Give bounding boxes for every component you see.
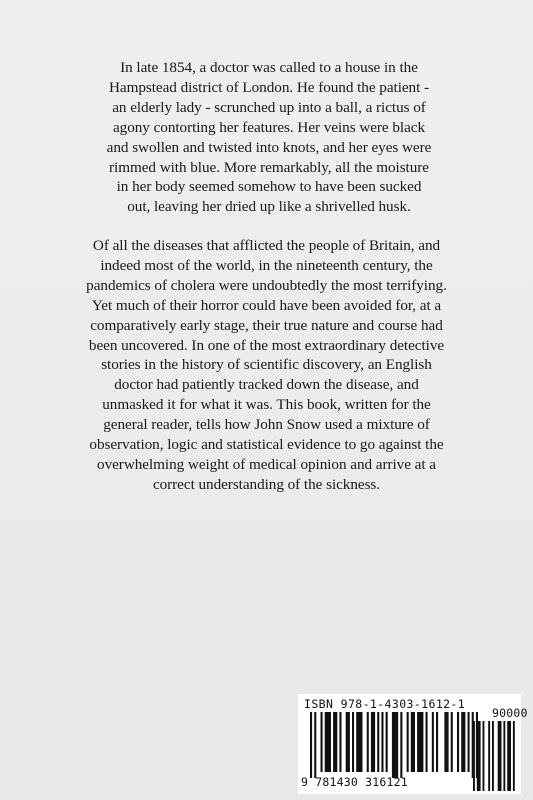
barcode-bar (451, 712, 453, 772)
barcode-bar (356, 712, 362, 772)
summary-line: observation, logic and statistical evidence to go against the (89, 436, 444, 454)
summary-line: Yet much of their horror could have been avoided for, at a (91, 296, 442, 314)
barcode-bar (371, 712, 375, 772)
excerpt-line: In late 1854, a doctor was called to a house in the (120, 59, 418, 76)
summary-line: stories in the history of scientific discovery, an English (101, 356, 432, 374)
price-code: 90000 (492, 706, 528, 720)
isbn-label: ISBN 978-1-4303-1612-1 (304, 697, 466, 711)
barcode-bar (333, 712, 337, 772)
barcode-bar (457, 712, 459, 772)
summary-line: correct understanding of the sickness. (152, 475, 381, 493)
barcode-bar (386, 712, 388, 772)
summary-paragraph (50, 236, 483, 495)
barcode-bar (411, 712, 415, 772)
barcode-digits: 9 781430 316121 (301, 775, 408, 789)
barcode-bar (426, 712, 428, 772)
excerpt-line: agony contorting her features. Her veins were black (112, 118, 426, 136)
excerpt-line: rimmed with blue. More remarkably, all the moisture (109, 158, 429, 176)
barcode-bar (392, 712, 398, 778)
summary-line: been uncovered. In one of the most extraordinary detective (88, 336, 445, 354)
summary-line: comparatively early stage, their true nature and course had (90, 316, 443, 334)
summary-line: general reader, tells how John Snow used a mixture of (103, 416, 430, 434)
summary-line: pandemics of cholera were undoubtedly the most terrifying. (86, 276, 447, 294)
barcode-bar (346, 712, 350, 772)
barcode-bar (310, 712, 312, 778)
summary-line: unmasked it for what it was. This book, written for the (102, 396, 431, 414)
barcode-bar (477, 721, 481, 791)
barcode-bar (352, 712, 354, 772)
barcode-bar (461, 712, 465, 772)
summary-line: Of all the diseases that afflicted the people of Britain, and (92, 237, 441, 254)
excerpt-line: Hampstead district of London. He found the patient - (108, 78, 430, 96)
excerpt-line: out, leaving her dried up like a shrivelled husk. (127, 198, 411, 216)
barcode-bar (417, 712, 423, 772)
summary-line: doctor had patiently tracked down the disease, and (114, 376, 419, 394)
barcode-bar (432, 712, 434, 772)
barcode-bar (488, 721, 490, 791)
isbn-barcode (298, 694, 528, 794)
barcode-bar (507, 721, 511, 791)
barcode-bar (381, 712, 383, 772)
barcode-bar (339, 712, 341, 772)
summary-line: indeed most of the world, in the nineteenth century, the (100, 256, 433, 274)
barcode-bar (503, 721, 505, 791)
summary-line: overwhelming weight of medical opinion and arrive at a (97, 455, 436, 473)
excerpt-line: in her body seemed somehow to have been sucked (116, 178, 422, 196)
barcode-bar (498, 721, 502, 791)
barcode-bar (436, 712, 438, 772)
excerpt-line: and swollen and twisted into knots, and her eyes were (106, 138, 432, 156)
excerpt-paragraph (86, 58, 452, 217)
excerpt-line: an elderly lady - scrunched up into a ball, a rictus of (112, 98, 426, 116)
barcode-bar (314, 712, 316, 778)
barcode-bar (377, 712, 379, 772)
barcode-bar (483, 721, 485, 791)
barcode-bar (473, 721, 475, 791)
barcode-bar (513, 721, 515, 791)
barcode-bar (468, 712, 470, 772)
barcode-bar (492, 721, 494, 791)
barcode-bar (321, 712, 323, 772)
barcode-bar (400, 712, 402, 778)
barcode-bar (325, 712, 331, 772)
barcode-bar (407, 712, 409, 772)
barcode-bar (444, 712, 448, 772)
barcode-bar (367, 712, 369, 772)
